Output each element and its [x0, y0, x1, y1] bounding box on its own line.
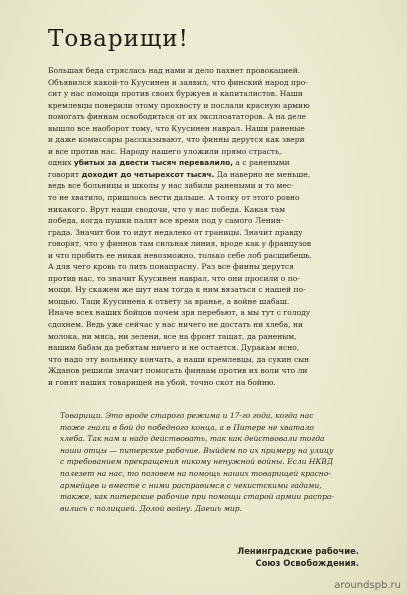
appeal-line: армейцев и вместе с ними расправимся с чекистскими гадами,	[60, 480, 322, 490]
appeal-line: тоже гнали в бой до победного конца, а в Питере не хватало	[60, 422, 314, 432]
appeal-line: с требованием прекращения никому ненужной войны. Если НКВД	[60, 457, 333, 467]
text-line: молока, ни мяса, ни зелени, все на фронт тащат, да раненым,	[48, 331, 297, 341]
bold-phrase: доходит до четырехсот тысяч.	[81, 169, 215, 179]
signature-line-2: Союз Освобождения.	[255, 558, 359, 568]
appeal-line: также, как питерские рабочие при помощи старой армии распра-	[60, 492, 334, 502]
text-line: Большая беда стряслась над нами и дело пахнет провокацией.	[48, 66, 301, 75]
page-title: Товарищи!	[48, 26, 189, 52]
text-line: одних убитых за двести тысяч перевалило, а с ранеными	[48, 158, 290, 168]
appeal-line: вились с полицией. Долой войну. Даешь мир.	[60, 503, 242, 513]
text-line: сит у нас помощи против своих буржуев и капиталистов. Наши	[48, 89, 303, 99]
appeal-line: полезет на нас, то позовем на помощь наших товарищей красно-	[60, 468, 331, 478]
text-line: то не хватило, пришлось вести дальше. А толку от этого ровно	[48, 193, 300, 203]
text-line: что надо эту вольнику кончать, а наши кремлевцы, да сукин сын	[48, 354, 310, 364]
text-line: вышло все наоборот тому, что Куусинен наврал. Наши раненые	[48, 123, 305, 133]
text-line: говорят, что у финнов там сильная линия, вроде как у французов	[48, 239, 312, 249]
main-text	[48, 65, 368, 388]
text-line: и все против нас. Народу нашего уложили прямо страсть,	[48, 146, 282, 156]
appeal-line: хлеба. Так нам и надо действовать, так как действовали тогда	[60, 434, 325, 444]
appeal-text	[60, 410, 360, 514]
text-line: А для чего кровь то лить понапрасну. Раз все финны дерутся	[48, 262, 294, 272]
text-line: Объявился какой-то Куусинен и заявил, что финский народ про-	[48, 77, 308, 87]
text-line: Жданов решили значит помогать финнам против их воли что ли	[48, 366, 308, 376]
text-line: сдохнем. Ведь уже сейчас у нас ничего не достать ни хлеба, ни	[48, 320, 304, 330]
watermark: aroundspb.ru	[334, 580, 401, 591]
text-line: Иначе всех наших бойцов почем зря перебьют, а мы тут с голоду	[48, 308, 311, 318]
text-line: нашим бабам да ребятам ничего и не остается. Дуракам ясно,	[48, 343, 300, 353]
text-line: и гонят наших товарищей на убой, точно скот на бойню.	[48, 377, 276, 387]
text-line: помогать финнам освободиться от их эксплоататоров. А на деле	[48, 112, 306, 122]
text-line: и даже комиссары рассказывают, что финны дерутся как звери	[48, 135, 305, 145]
text-line: града. Значит бои то идут недалеко от границы. Значит правду	[48, 227, 303, 237]
text-line: говорят доходит до четырехсот тысяч. Да наверно не меньше,	[48, 169, 311, 179]
text-line: и что пробить ее никак невозможно, только себе лоб расшибешь.	[48, 250, 312, 260]
appeal-line: наши отцы — питерские рабочие. Выйдем по их примеру на улицу	[60, 445, 334, 455]
text-line: никакого. Врут наши сводочи, что у нас победа. Какая там	[48, 204, 286, 214]
text-line: мощью. Таци Куусинена к ответу за вранье, а войне шабаш.	[48, 296, 290, 306]
text-line: победа, когда пушки палят все время под у самого Ленин-	[48, 216, 284, 226]
text-line: ведь все больницы и школы у нас забили ранеными и то мес-	[48, 181, 294, 191]
text-line: кремлевцы поверили этому прохвосту и послали красную армию	[48, 100, 310, 110]
signature	[237, 545, 359, 569]
appeal-line: Товарищи. Это вроде старого режима и 17-го года, когда нас	[60, 411, 314, 420]
signature-line-1: Ленинградские рабочие.	[237, 546, 359, 556]
text-line: мощи. Ну скажем же шут нам тогда к ним вязаться с нашей по-	[48, 285, 306, 295]
bold-phrase: убитых за двести тысяч перевалило,	[73, 158, 234, 168]
text-line: против нас, то значит Куусинен наврал, что они просили о по-	[48, 273, 300, 283]
